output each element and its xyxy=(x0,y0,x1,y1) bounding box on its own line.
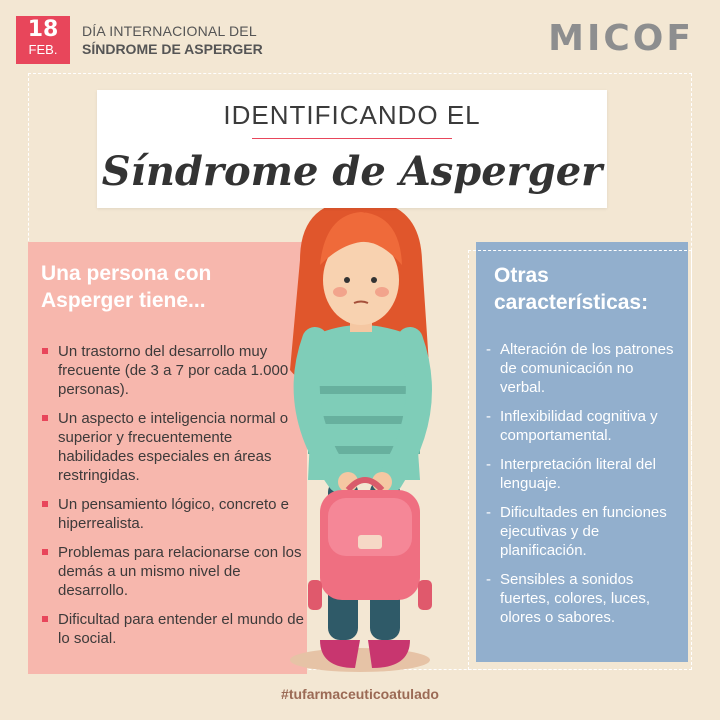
hashtag: #tufarmaceuticoatulado xyxy=(281,686,439,702)
event-line-1: DÍA INTERNACIONAL DEL xyxy=(82,23,257,39)
date-month: FEB. xyxy=(28,42,58,57)
event-line-2: SÍNDROME DE ASPERGER xyxy=(82,41,263,57)
dash-bullet-icon: - xyxy=(486,456,491,473)
dash-bullet-icon: - xyxy=(486,408,491,425)
date-day: 18 xyxy=(27,17,59,42)
left-panel-heading: Una persona con Asperger tiene... xyxy=(41,262,212,312)
square-bullet-icon xyxy=(42,348,48,354)
square-bullet-icon xyxy=(42,415,48,421)
dash-bullet-icon: - xyxy=(486,341,491,358)
list-item-text: Alteración de los patrones de comunicación no verbal. xyxy=(500,341,674,396)
list-item-text: Dificultad para entender el mundo de lo social. xyxy=(58,611,304,647)
list-item-text: Un aspecto e inteligencia normal o superior y frecuentemente habilidades especiales en áreas restringidas. xyxy=(58,410,289,484)
left-eye xyxy=(344,277,350,283)
right-panel-dashed-border xyxy=(468,250,692,670)
right-eye xyxy=(371,277,377,283)
left-cheek xyxy=(333,287,347,297)
date-badge xyxy=(16,16,70,64)
list-item-text: Dificultades en funciones ejecutivas y de planificación. xyxy=(500,504,667,559)
list-item-text: Un pensamiento lógico, concreto e hiperrealista. xyxy=(58,496,289,532)
brand-logo: MICOF xyxy=(548,18,694,59)
title-divider xyxy=(252,138,452,139)
ground-shadow xyxy=(290,648,430,672)
dash-bullet-icon: - xyxy=(486,571,491,588)
backpack-strap-left xyxy=(308,580,322,610)
backpack-strap-right xyxy=(418,580,432,610)
square-bullet-icon xyxy=(42,501,48,507)
list-item-text: Un trastorno del desarrollo muy frecuente (de 3 a 7 por cada 1.000 personas). xyxy=(58,343,289,398)
list-item-text: Inflexibilidad cognitiva y comportamental. xyxy=(500,408,658,444)
title-kicker: IDENTIFICANDO EL xyxy=(223,100,481,130)
event-name xyxy=(82,22,263,58)
list-item-text: Sensibles a sonidos fuertes, colores, luces, olores o sabores. xyxy=(500,571,651,626)
backpack-buckle xyxy=(358,535,382,549)
right-panel-heading: Otras características: xyxy=(494,264,649,314)
right-cheek xyxy=(375,287,389,297)
square-bullet-icon xyxy=(42,616,48,622)
backpack-handle xyxy=(348,480,382,490)
square-bullet-icon xyxy=(42,549,48,555)
dash-bullet-icon: - xyxy=(486,504,491,521)
list-item-text: Interpretación literal del lenguaje. xyxy=(500,456,656,492)
page-title: Síndrome de Asperger xyxy=(101,148,603,195)
girl-illustration xyxy=(260,190,480,690)
list-item-text: Problemas para relacionarse con los demás a un mismo nivel de desarrollo. xyxy=(58,544,302,599)
title-card xyxy=(97,90,607,208)
